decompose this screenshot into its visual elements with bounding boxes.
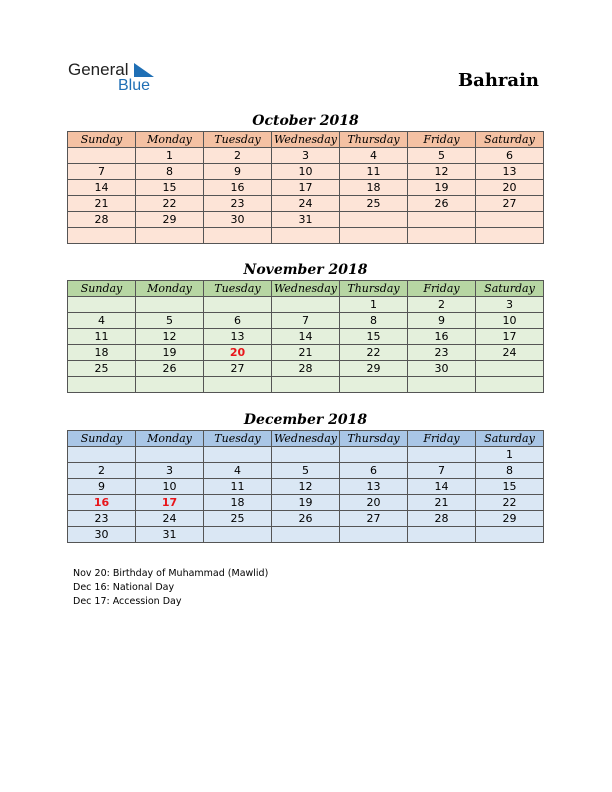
- day-cell: [136, 297, 204, 313]
- week-row: [68, 447, 544, 463]
- day-cell: 28: [408, 511, 476, 527]
- weekday-header: Wednesday: [272, 132, 340, 148]
- day-cell: 8: [136, 164, 204, 180]
- day-cell: [408, 527, 476, 543]
- logo-text-general: General: [68, 60, 129, 79]
- day-cell: 4: [204, 463, 272, 479]
- day-cell: 14: [68, 180, 136, 196]
- day-cell: 11: [68, 329, 136, 345]
- day-cell: 22: [136, 196, 204, 212]
- weekday-header: Saturday: [476, 132, 544, 148]
- day-cell: 26: [136, 361, 204, 377]
- day-cell: 29: [340, 361, 408, 377]
- day-cell: [476, 527, 544, 543]
- day-cell: 24: [136, 511, 204, 527]
- day-cell: 27: [340, 511, 408, 527]
- day-cell: 26: [272, 511, 340, 527]
- day-cell: [68, 297, 136, 313]
- week-row: [68, 377, 544, 393]
- day-cell: [272, 447, 340, 463]
- calendar-table: [67, 280, 544, 393]
- day-cell: [408, 447, 476, 463]
- day-cell: 6: [476, 148, 544, 164]
- day-cell: [204, 297, 272, 313]
- day-cell: 6: [204, 313, 272, 329]
- day-cell: 12: [408, 164, 476, 180]
- day-cell: 30: [68, 527, 136, 543]
- day-cell: 1: [340, 297, 408, 313]
- holiday-notes: [73, 567, 268, 609]
- day-cell: 7: [68, 164, 136, 180]
- day-cell: 13: [340, 479, 408, 495]
- day-cell: 22: [476, 495, 544, 511]
- country-title: Bahrain: [457, 70, 539, 91]
- day-cell: [340, 447, 408, 463]
- week-row: [68, 479, 544, 495]
- day-cell: [272, 297, 340, 313]
- month-title: October 2018: [252, 113, 359, 129]
- day-cell: [476, 377, 544, 393]
- month-october: [67, 111, 544, 244]
- day-cell: [340, 377, 408, 393]
- week-row: [68, 361, 544, 377]
- logo: [68, 60, 168, 96]
- day-cell: 15: [136, 180, 204, 196]
- day-cell: 2: [68, 463, 136, 479]
- day-cell: [272, 377, 340, 393]
- day-cell: [204, 527, 272, 543]
- day-cell: 20: [476, 180, 544, 196]
- weekday-header: Sunday: [68, 281, 136, 297]
- day-cell: 30: [408, 361, 476, 377]
- day-cell: 25: [340, 196, 408, 212]
- weekday-header: Friday: [408, 431, 476, 447]
- day-cell: 19: [272, 495, 340, 511]
- weekday-header-row: [68, 431, 544, 447]
- day-cell: 14: [408, 479, 476, 495]
- calendar-table: [67, 430, 544, 543]
- week-row: [68, 527, 544, 543]
- day-cell: 5: [408, 148, 476, 164]
- day-cell: 12: [272, 479, 340, 495]
- day-cell: 17: [136, 495, 204, 511]
- day-cell: 25: [68, 361, 136, 377]
- day-cell: [68, 228, 136, 244]
- day-cell: [68, 377, 136, 393]
- day-cell: 7: [272, 313, 340, 329]
- day-cell: 31: [272, 212, 340, 228]
- logo-text-blue: Blue: [118, 77, 151, 94]
- day-cell: [408, 212, 476, 228]
- day-cell: [408, 228, 476, 244]
- holiday-note: Nov 20: Birthday of Muhammad (Mawlid): [73, 568, 269, 579]
- week-row: [68, 495, 544, 511]
- day-cell: 5: [272, 463, 340, 479]
- day-cell: 24: [272, 196, 340, 212]
- week-row: [68, 329, 544, 345]
- day-cell: 6: [340, 463, 408, 479]
- day-cell: 28: [272, 361, 340, 377]
- weekday-header: Thursday: [340, 281, 408, 297]
- day-cell: 30: [204, 212, 272, 228]
- day-cell: [476, 228, 544, 244]
- day-cell: 18: [68, 345, 136, 361]
- day-cell: 7: [408, 463, 476, 479]
- day-cell: 11: [204, 479, 272, 495]
- day-cell: 20: [340, 495, 408, 511]
- month-november: [67, 260, 544, 393]
- day-cell: [68, 447, 136, 463]
- week-row: [68, 148, 544, 164]
- day-cell: 3: [272, 148, 340, 164]
- weekday-header: Sunday: [68, 431, 136, 447]
- day-cell: 21: [68, 196, 136, 212]
- weekday-header: Saturday: [476, 431, 544, 447]
- week-row: [68, 228, 544, 244]
- day-cell: 21: [408, 495, 476, 511]
- day-cell: [340, 527, 408, 543]
- day-cell: 8: [476, 463, 544, 479]
- day-cell: [476, 361, 544, 377]
- weekday-header: Wednesday: [272, 281, 340, 297]
- day-cell: 9: [68, 479, 136, 495]
- day-cell: 29: [136, 212, 204, 228]
- day-cell: 9: [408, 313, 476, 329]
- day-cell: 20: [204, 345, 272, 361]
- day-cell: 15: [340, 329, 408, 345]
- day-cell: [136, 228, 204, 244]
- day-cell: [68, 148, 136, 164]
- day-cell: 16: [204, 180, 272, 196]
- day-cell: 18: [340, 180, 408, 196]
- week-row: [68, 313, 544, 329]
- day-cell: 27: [476, 196, 544, 212]
- weekday-header: Wednesday: [272, 431, 340, 447]
- day-cell: 4: [340, 148, 408, 164]
- day-cell: 19: [136, 345, 204, 361]
- weekday-header: Saturday: [476, 281, 544, 297]
- holiday-note: Dec 17: Accession Day: [73, 596, 182, 607]
- day-cell: [136, 447, 204, 463]
- day-cell: 10: [476, 313, 544, 329]
- day-cell: 3: [476, 297, 544, 313]
- month-title: November 2018: [243, 262, 368, 278]
- week-row: [68, 180, 544, 196]
- week-row: [68, 345, 544, 361]
- day-cell: 3: [136, 463, 204, 479]
- weekday-header: Monday: [136, 431, 204, 447]
- day-cell: 29: [476, 511, 544, 527]
- day-cell: [204, 228, 272, 244]
- day-cell: 1: [476, 447, 544, 463]
- day-cell: [204, 377, 272, 393]
- week-row: [68, 297, 544, 313]
- month-title: December 2018: [243, 412, 368, 428]
- day-cell: 23: [68, 511, 136, 527]
- day-cell: 9: [204, 164, 272, 180]
- month-december: [67, 410, 544, 543]
- day-cell: 19: [408, 180, 476, 196]
- weekday-header: Sunday: [68, 132, 136, 148]
- day-cell: 13: [204, 329, 272, 345]
- day-cell: 16: [408, 329, 476, 345]
- week-row: [68, 463, 544, 479]
- day-cell: 18: [204, 495, 272, 511]
- weekday-header: Friday: [408, 132, 476, 148]
- day-cell: 4: [68, 313, 136, 329]
- day-cell: 10: [272, 164, 340, 180]
- weekday-header-row: [68, 281, 544, 297]
- day-cell: 5: [136, 313, 204, 329]
- day-cell: 21: [272, 345, 340, 361]
- weekday-header: Friday: [408, 281, 476, 297]
- day-cell: 22: [340, 345, 408, 361]
- weekday-header: Thursday: [340, 132, 408, 148]
- week-row: [68, 212, 544, 228]
- day-cell: 25: [204, 511, 272, 527]
- day-cell: 14: [272, 329, 340, 345]
- day-cell: 26: [408, 196, 476, 212]
- day-cell: [476, 212, 544, 228]
- day-cell: 17: [476, 329, 544, 345]
- day-cell: 16: [68, 495, 136, 511]
- weekday-header-row: [68, 132, 544, 148]
- day-cell: 31: [136, 527, 204, 543]
- calendar-table: [67, 131, 544, 244]
- day-cell: 12: [136, 329, 204, 345]
- day-cell: 24: [476, 345, 544, 361]
- day-cell: 11: [340, 164, 408, 180]
- weekday-header: Monday: [136, 132, 204, 148]
- day-cell: 28: [68, 212, 136, 228]
- week-row: [68, 511, 544, 527]
- day-cell: 23: [408, 345, 476, 361]
- day-cell: 23: [204, 196, 272, 212]
- day-cell: 1: [136, 148, 204, 164]
- day-cell: [136, 377, 204, 393]
- week-row: [68, 164, 544, 180]
- day-cell: [272, 527, 340, 543]
- logo-flag-icon: [134, 63, 154, 77]
- day-cell: 13: [476, 164, 544, 180]
- day-cell: 2: [408, 297, 476, 313]
- day-cell: [408, 377, 476, 393]
- holiday-note: Dec 16: National Day: [73, 582, 175, 593]
- day-cell: [204, 447, 272, 463]
- weekday-header: Tuesday: [204, 281, 272, 297]
- day-cell: [340, 212, 408, 228]
- day-cell: 2: [204, 148, 272, 164]
- day-cell: 17: [272, 180, 340, 196]
- weekday-header: Thursday: [340, 431, 408, 447]
- weekday-header: Monday: [136, 281, 204, 297]
- weekday-header: Tuesday: [204, 132, 272, 148]
- day-cell: 15: [476, 479, 544, 495]
- day-cell: 8: [340, 313, 408, 329]
- day-cell: 10: [136, 479, 204, 495]
- day-cell: 27: [204, 361, 272, 377]
- day-cell: [340, 228, 408, 244]
- week-row: [68, 196, 544, 212]
- weekday-header: Tuesday: [204, 431, 272, 447]
- day-cell: [272, 228, 340, 244]
